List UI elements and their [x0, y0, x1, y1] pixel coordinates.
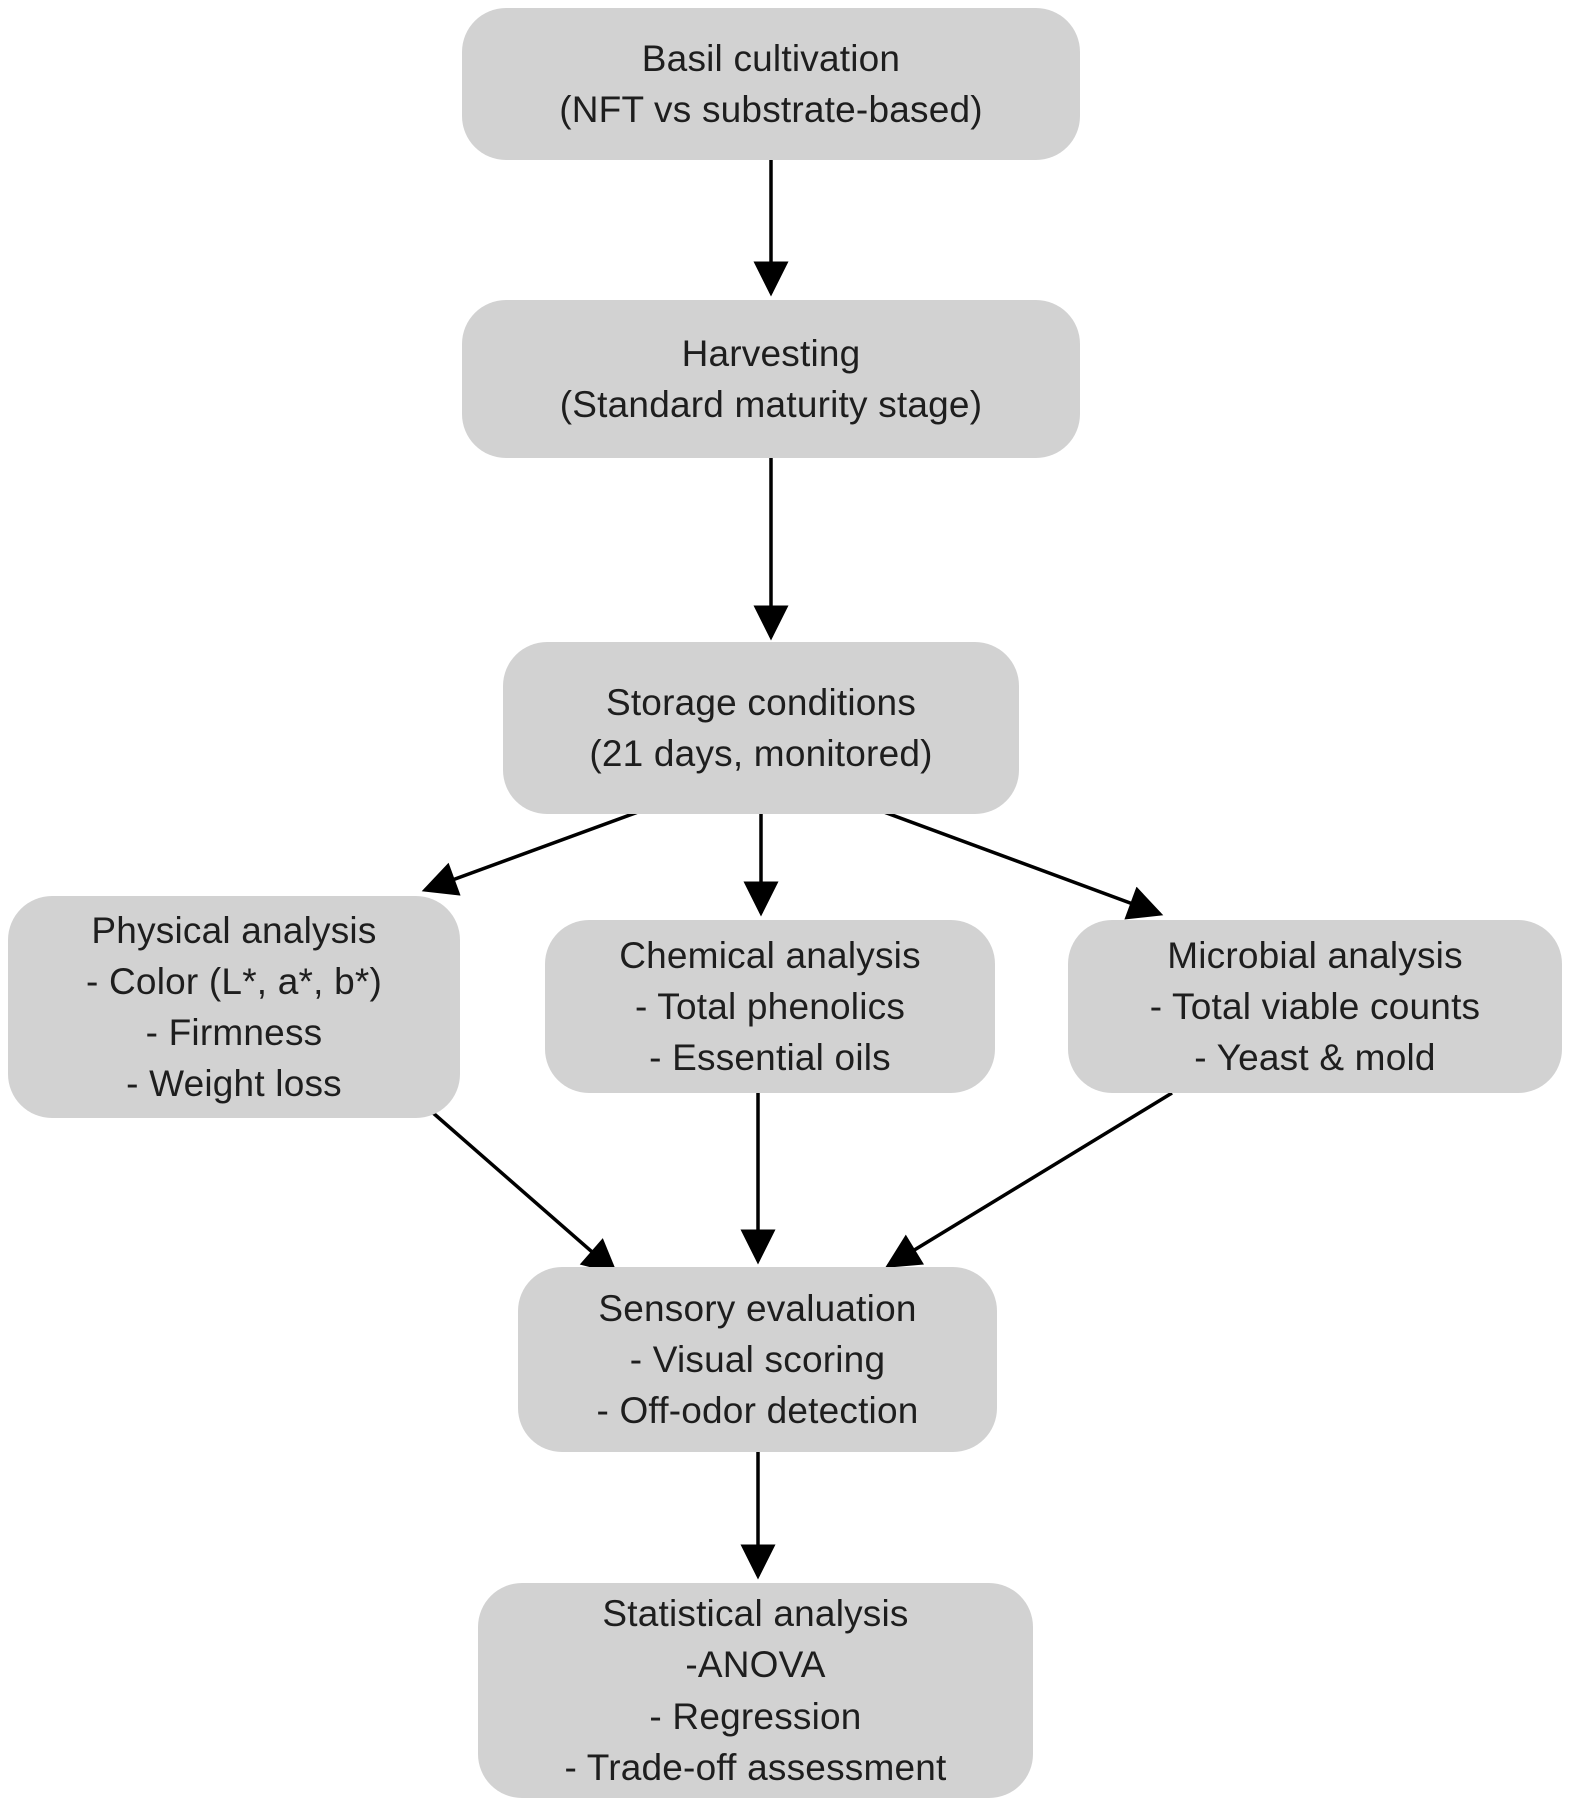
arrow-physical-to-sensory: [432, 1112, 615, 1272]
node-title: Basil cultivation: [641, 37, 901, 79]
node-microbial-analysis: [1068, 920, 1562, 1093]
arrow-microbial-to-sensory: [888, 1093, 1172, 1266]
node-list-item: - Color (L*, a*, b*): [86, 960, 382, 1002]
node-title: Physical analysis: [91, 909, 377, 951]
node-subtitle: (NFT vs substrate-based): [559, 89, 983, 130]
arrow-storage-to-physical: [425, 812, 638, 890]
node-harvesting: [462, 300, 1080, 458]
node-chemical-analysis: [545, 920, 995, 1093]
node-title: Microbial analysis: [1167, 934, 1463, 976]
node-title: Sensory evaluation: [598, 1287, 917, 1329]
node-sensory-evaluation: [518, 1267, 997, 1452]
node-subtitle: (21 days, monitored): [589, 733, 933, 774]
node-list-item: - Total viable counts: [1149, 985, 1481, 1027]
node-title: Storage conditions: [605, 681, 917, 723]
node-storage-conditions: [503, 642, 1019, 814]
node-list-item: - Essential oils: [649, 1037, 891, 1079]
node-list-item: - Visual scoring: [629, 1338, 886, 1380]
node-title: Chemical analysis: [619, 934, 921, 976]
node-list-item: - Trade-off assessment: [564, 1746, 947, 1788]
node-subtitle: (Standard maturity stage): [559, 384, 983, 425]
node-list-item: -ANOVA: [685, 1644, 826, 1686]
node-statistical-analysis: [478, 1583, 1033, 1798]
node-list-item: - Total phenolics: [634, 985, 906, 1027]
node-list-item: - Regression: [649, 1695, 862, 1737]
node-list-item: - Firmness: [145, 1012, 323, 1053]
arrow-storage-to-microbial: [884, 812, 1160, 914]
node-title: Harvesting: [681, 332, 861, 374]
node-list-item: - Off-odor detection: [596, 1390, 919, 1432]
node-physical-analysis: [8, 896, 460, 1118]
node-list-item: - Yeast & mold: [1194, 1037, 1436, 1079]
node-title: Statistical analysis: [602, 1593, 909, 1635]
node-list-item: - Weight loss: [126, 1063, 342, 1105]
node-basil-cultivation: [462, 8, 1080, 160]
